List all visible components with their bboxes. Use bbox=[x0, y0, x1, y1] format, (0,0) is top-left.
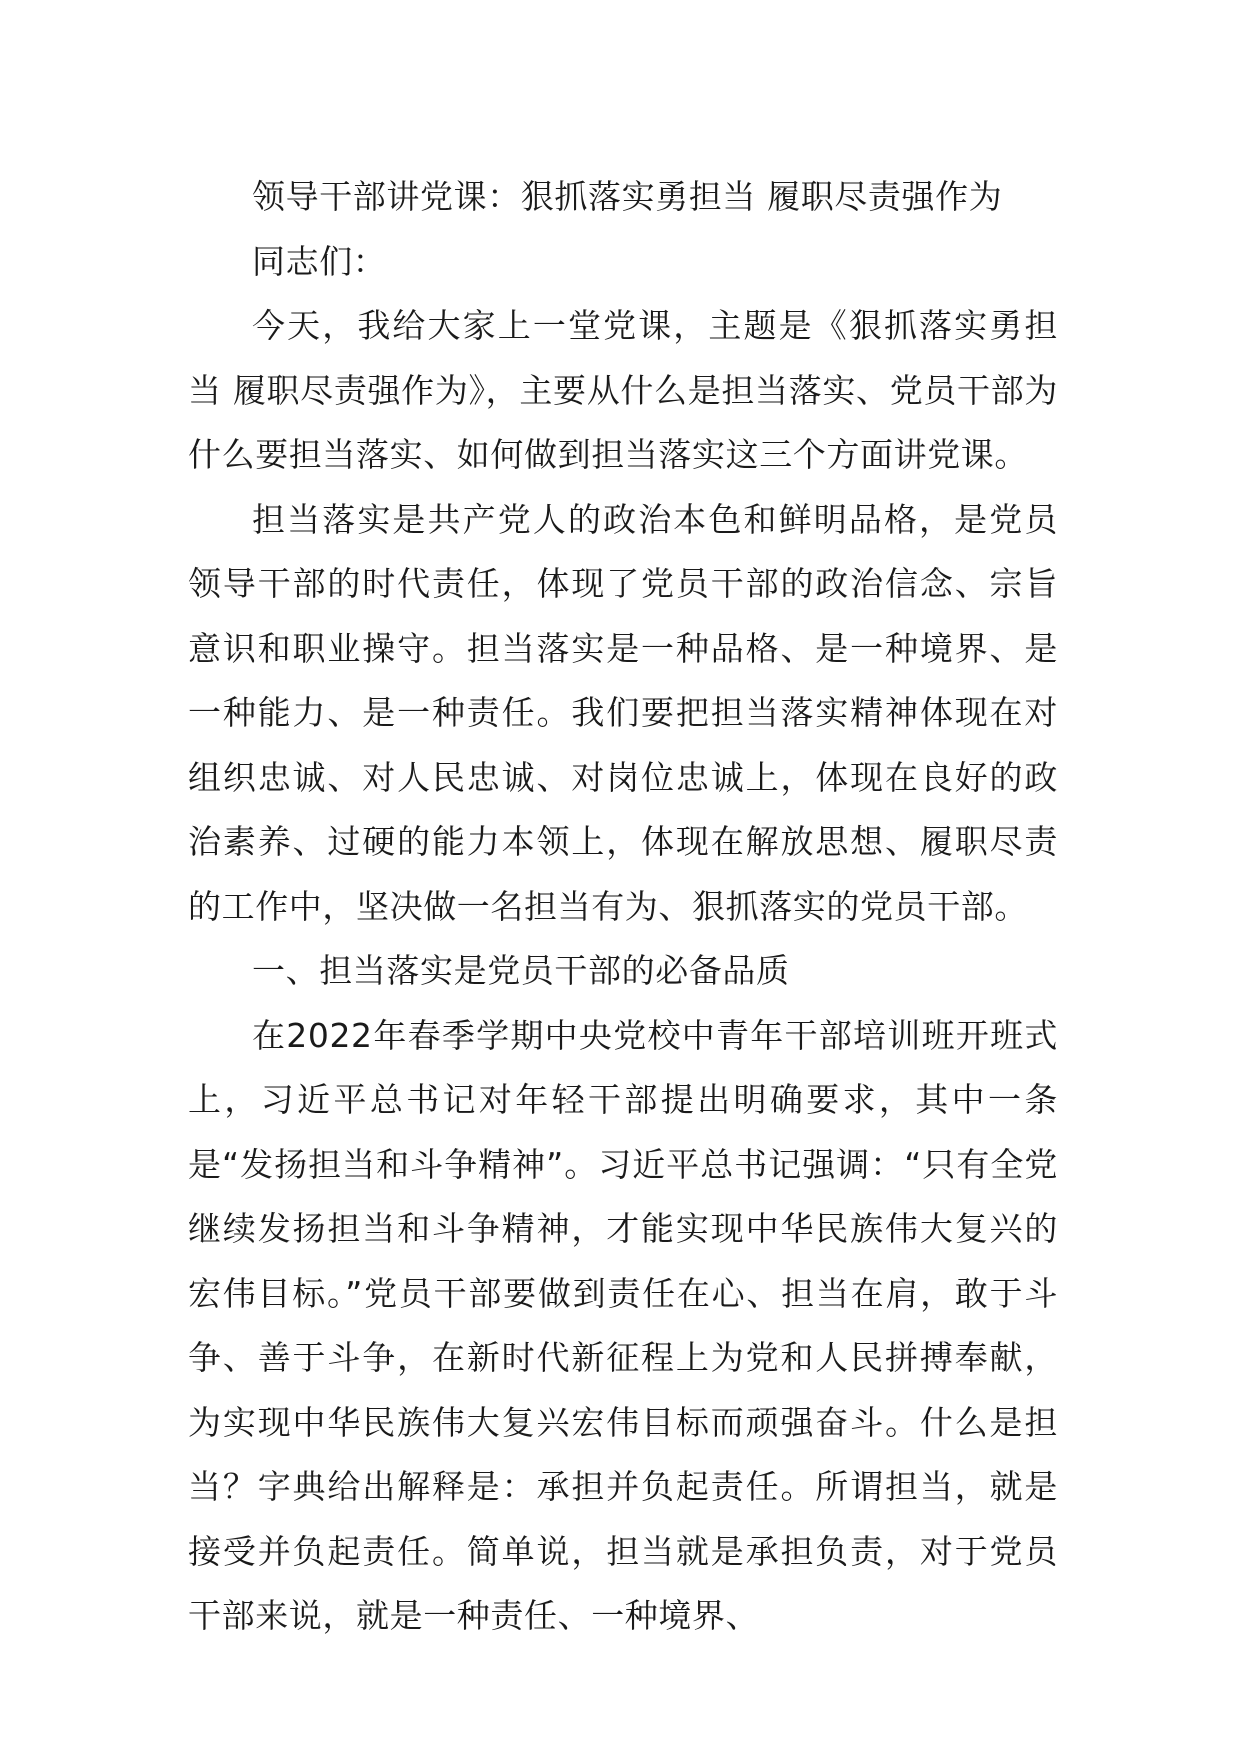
body-paragraph: 今天，我给大家上一堂党课，主题是《狠抓落实勇担当 履职尽责强作为》，主要从什么是担当落实、党员干部为什么要担当落实、如何做到担当落实这三个方面讲党课。 bbox=[188, 306, 1058, 474]
section-paragraph: 在2022年春季学期中央党校中青年干部培训班开班式上，习近平总书记对年轻干部提出明确要求，其中一条是“发扬担当和斗争精神”。习近平总书记强调：“只有全党继续发扬担当和斗争精神，才能实现中华民族伟大复兴的宏伟目标。”党员干部要做到责任在心、担当在肩，敢于斗争、善于斗争，在新时代新征程上为党和人民拼搏奉献，为实现中华民族伟大复兴宏伟目标而顽强奋斗。什么是担当？字典给出解释是：承担并负起责任。所谓担当，就是接受并负起责任。简单说，担当就是承担负责，对于党员干部来说，就是一种责任、一种境界、 bbox=[188, 1015, 1058, 1635]
section-heading: 一、担当落实是党员干部的必备品质 bbox=[252, 951, 790, 990]
body-paragraph: 担当落实是共产党人的政治本色和鲜明品格，是党员领导干部的时代责任，体现了党员干部的政治信念、宗旨意识和职业操守。担当落实是一种品格、是一种境界、是一种能力、是一种责任。我们要把担当落实精神体现在对组织忠诚、对人民忠诚、对岗位忠诚上，体现在良好的政治素养、过硬的能力本领上，体现在解放思想、履职尽责的工作中，坚决做一名担当有为、狠抓落实的党员干部。 bbox=[188, 499, 1058, 926]
salutation: 同志们： bbox=[252, 241, 387, 281]
document-title: 领导干部讲党课：狠抓落实勇担当 履职尽责强作为 bbox=[252, 177, 1003, 216]
document-body bbox=[188, 165, 1058, 1649]
